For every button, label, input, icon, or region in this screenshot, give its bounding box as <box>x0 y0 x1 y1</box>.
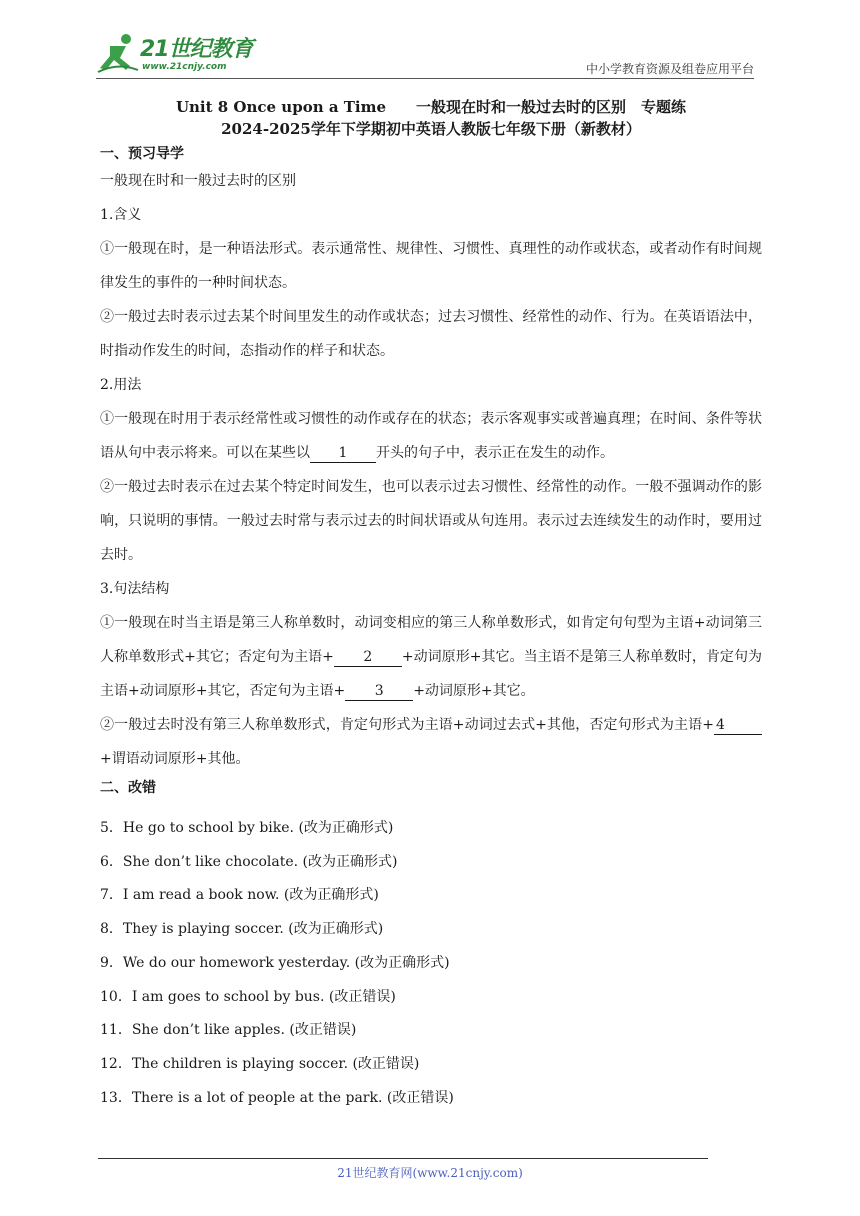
question-list <box>100 812 762 1115</box>
blank-2[interactable]: 2 <box>334 648 402 667</box>
logo-text: 21世纪教育 <box>140 37 253 62</box>
footer-text[interactable]: 21世纪教育网(www.21cnjy.com) <box>337 1166 523 1180</box>
page-header <box>0 0 860 90</box>
question-item: 12．The children is playing soccer. (改正错误) <box>100 1055 420 1072</box>
structure-paragraph-2: ②一般过去时没有第三人称单数形式，肯定句形式为主语+动词过去式+其他，否定句形式为主语+ 4+谓语动词原形+其他。 <box>100 708 762 776</box>
usage-label: 2.用法 <box>100 377 142 393</box>
header-divider <box>96 78 754 79</box>
blank-1[interactable]: 1 <box>310 444 376 463</box>
document-body <box>100 96 762 1115</box>
meaning-paragraph-1: ①一般现在时，是一种语法形式。表示通常性、规律性、习惯性、真理性的动作或状态，或者动作有时间规律发生的事件的一种时间状态。 <box>100 241 762 291</box>
section-heading-preview: 一、预习导学 <box>100 146 184 162</box>
title-line-2: 2024-2025学年下学期初中英语人教版七年级下册（新教材） <box>221 120 641 138</box>
question-item: 8．They is playing soccer. (改为正确形式) <box>100 921 384 938</box>
doc-title <box>100 96 762 140</box>
usage-paragraph-1: ①一般现在时用于表示经常性或习惯性的动作或存在的状态；表示客观事实或普遍真理；在时间、条件等状语从句中表示将来。可以在某些以 1 开头的句子中，表示正在发生的动作。 <box>100 411 762 461</box>
section-heading-correction: 二、改错 <box>100 780 156 796</box>
platform-name: 中小学教育资源及组卷应用平台 <box>585 62 754 76</box>
structure-label: 3.句法结构 <box>100 581 170 597</box>
question-item: 6．She don’t like chocolate. (改为正确形式) <box>100 853 398 870</box>
question-item: 10．I am goes to school by bus. (改正错误) <box>100 988 396 1005</box>
usage-paragraph-2: ②一般过去时表示在过去某个特定时间发生，也可以表示过去习惯性、经常性的动作。一般不强调动作的影响，只说明的事情。一般过去时常与表示过去的时间状语或从句连用。表示过去连续发生的动作时，要用过去时。 <box>100 479 762 563</box>
question-item: 11．She don’t like apples. (改正错误) <box>100 1022 357 1039</box>
logo <box>96 32 266 80</box>
section-intro: 一般现在时和一般过去时的区别 <box>100 173 296 189</box>
runner-logo-icon <box>96 32 140 76</box>
question-item: 13．There is a lot of people at the park. (改正错误) <box>100 1089 454 1106</box>
meaning-paragraph-2: ②一般过去时表示过去某个时间里发生的动作或状态；过去习惯性、经常性的动作、行为。在英语语法中，时指动作发生的时间，态指动作的样子和状态。 <box>100 309 762 359</box>
question-item: 7．I am read a book now. (改为正确形式) <box>100 887 379 904</box>
structure-paragraph-1: ①一般现在时当主语是第三人称单数时，动词变相应的第三人称单数形式，如肯定句句型为主语+动词第三人称单数形式+其它；否定句为主语+ 2 +动词原形+其它。当主语不是第三人称单数时，肯定句为主语+动词原形+其它，否定句为主语+ 3 +动词原形+其它。 <box>100 615 762 699</box>
title-line-1: Unit 8 Once upon a Time 一般现在时和一般过去时的区别 专题练 <box>175 98 687 116</box>
logo-url: www.21cnjy.com <box>142 62 227 72</box>
question-item: 9．We do our homework yesterday. (改为正确形式) <box>100 954 450 971</box>
meaning-label: 1.含义 <box>100 207 142 223</box>
blank-4[interactable]: 4 <box>714 716 762 735</box>
footer-divider <box>98 1158 708 1159</box>
blank-3[interactable]: 3 <box>345 682 413 701</box>
question-item: 5．He go to school by bike. (改为正确形式) <box>100 820 394 836</box>
